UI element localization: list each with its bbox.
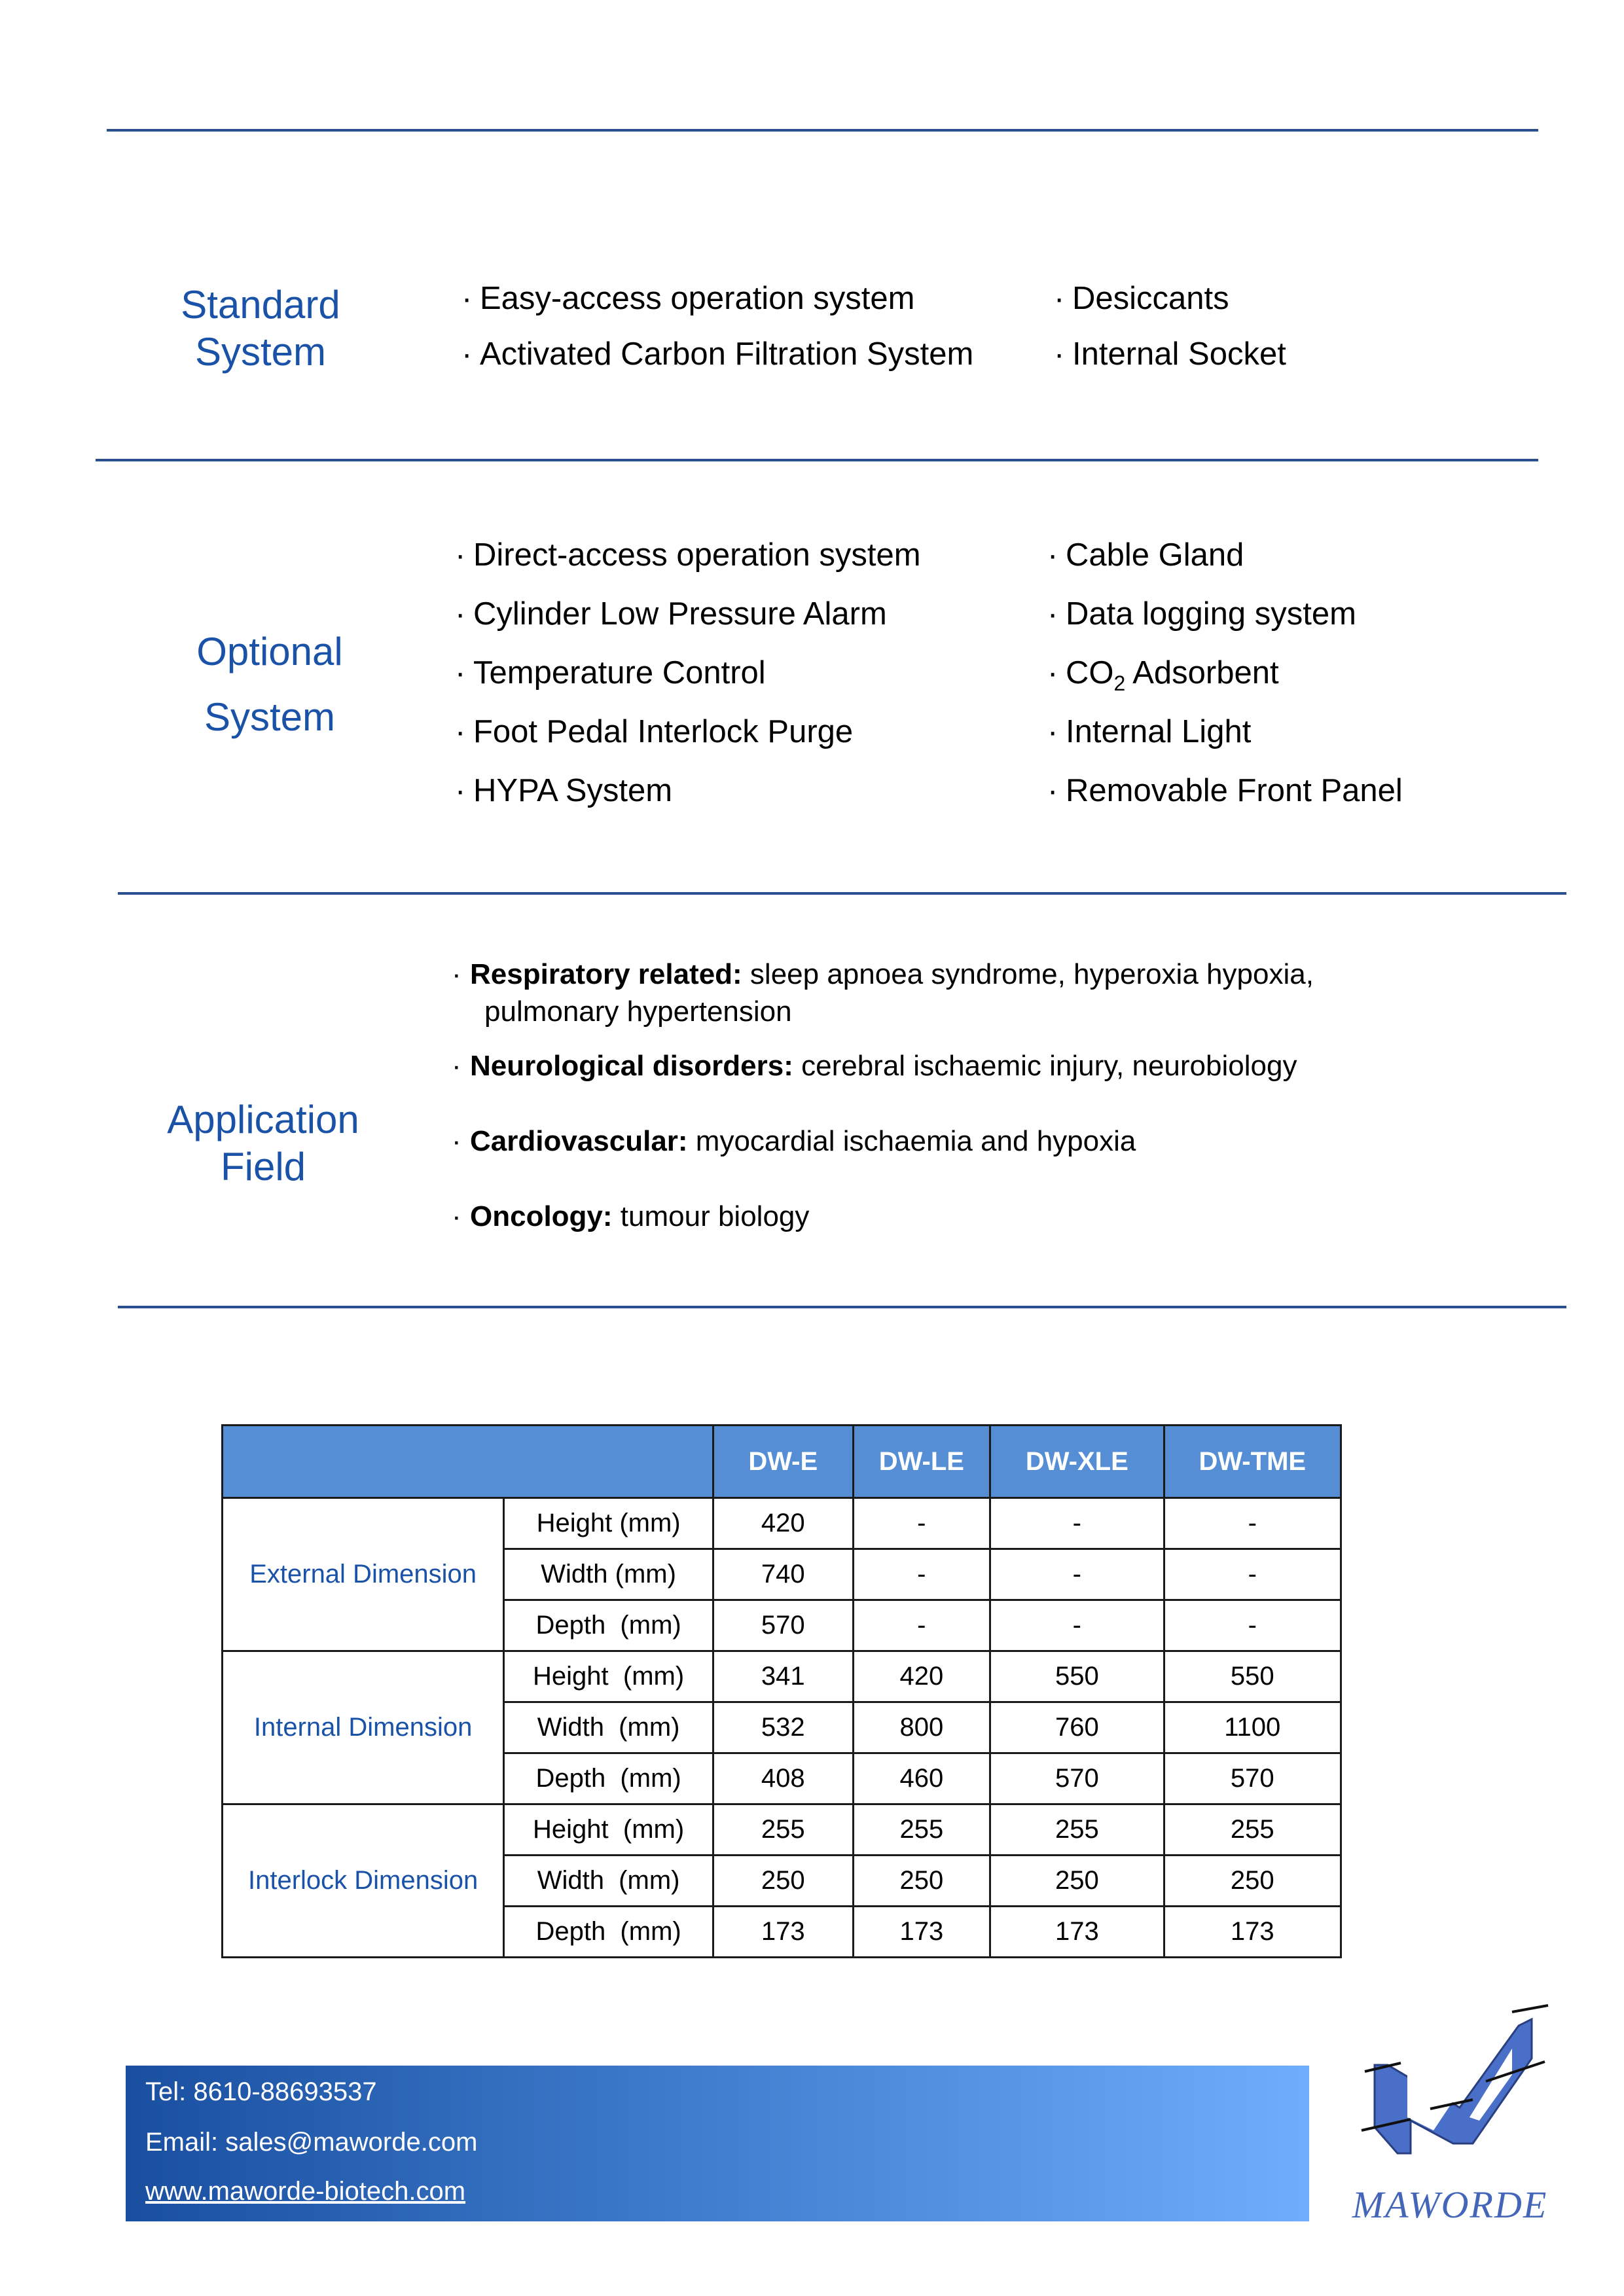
- divider-standard-optional: [96, 459, 1538, 461]
- list-item: [461, 334, 973, 393]
- row-label-cell: Depth (mm): [504, 1907, 713, 1958]
- row-label-cell: Depth (mm): [504, 1753, 713, 1804]
- column-header: DW-LE: [853, 1426, 990, 1498]
- value-cell: -: [853, 1498, 990, 1549]
- bullet-icon: ·: [455, 714, 466, 749]
- column-header: DW-XLE: [990, 1426, 1164, 1498]
- item-desc: myocardial ischaemia and hypoxia: [687, 1125, 1136, 1157]
- item-desc: tumour biology: [612, 1200, 810, 1232]
- value-cell: 173: [990, 1907, 1164, 1958]
- heading-line: Optional: [196, 630, 343, 673]
- value-cell: 255: [990, 1804, 1164, 1856]
- list-item: [1047, 594, 1403, 653]
- value-cell: 255: [713, 1804, 853, 1856]
- list-item-text: Cable Gland: [1066, 537, 1244, 573]
- list-item: [455, 535, 921, 594]
- value-cell: 250: [853, 1856, 990, 1907]
- heading-line: Application: [167, 1098, 359, 1141]
- value-cell: 800: [853, 1702, 990, 1753]
- standard-system-list-col1: [461, 279, 973, 393]
- item-desc-continued: pulmonary hypertension: [484, 996, 792, 1028]
- list-item: [1054, 334, 1286, 393]
- value-cell: 341: [713, 1651, 853, 1702]
- standard-system-heading: [143, 281, 378, 376]
- value-cell: 250: [1164, 1856, 1341, 1907]
- list-item-text: HYPA System: [473, 773, 673, 808]
- value-cell: 173: [713, 1907, 853, 1958]
- co2-subscript: 2: [1113, 671, 1126, 695]
- bullet-icon: ·: [455, 773, 466, 808]
- list-item-text: Desiccants: [1072, 281, 1229, 316]
- list-item: [1047, 535, 1403, 594]
- group-label-cell: Internal Dimension: [223, 1651, 504, 1804]
- list-item: [1047, 771, 1403, 830]
- header-blank-cell: [223, 1426, 713, 1498]
- list-item: [452, 1047, 1564, 1085]
- application-field-list: [452, 956, 1564, 1235]
- optional-system-list-col1: [455, 535, 921, 830]
- divider-optional-application: [118, 892, 1566, 895]
- value-cell: 173: [1164, 1907, 1341, 1958]
- list-item: [455, 771, 921, 830]
- value-cell: -: [1164, 1498, 1341, 1549]
- list-item: [455, 712, 921, 771]
- co2-prefix: CO: [1066, 655, 1114, 691]
- value-cell: 570: [990, 1753, 1164, 1804]
- item-term: Neurological disorders:: [470, 1050, 793, 1082]
- value-cell: 570: [713, 1600, 853, 1651]
- value-cell: 420: [713, 1498, 853, 1549]
- heading-line: System: [194, 330, 327, 374]
- row-label-cell: Height (mm): [504, 1651, 713, 1702]
- application-field-heading: [145, 1096, 381, 1191]
- heading-line: Standard: [181, 283, 340, 327]
- value-cell: 740: [713, 1549, 853, 1600]
- footer-website: [145, 2177, 465, 2206]
- group-label-cell: Interlock Dimension: [223, 1804, 504, 1958]
- row-label-cell: Width (mm): [504, 1549, 713, 1600]
- item-term: Cardiovascular:: [470, 1125, 688, 1157]
- bullet-icon: ·: [455, 596, 466, 632]
- list-item-text: Cylinder Low Pressure Alarm: [473, 596, 887, 632]
- bullet-icon: ·: [1047, 773, 1058, 808]
- list-item: [1054, 279, 1286, 338]
- table-row: [223, 1498, 1341, 1549]
- logo-wordmark: MAWORDE: [1352, 2183, 1548, 2226]
- value-cell: 250: [990, 1856, 1164, 1907]
- spec-table-body: [223, 1498, 1341, 1958]
- bullet-icon: ·: [452, 1050, 461, 1082]
- table-row: [223, 1804, 1341, 1856]
- list-item: [455, 653, 921, 712]
- row-label-cell: Height (mm): [504, 1498, 713, 1549]
- footer-contact-band: [126, 2066, 1309, 2221]
- bullet-icon: ·: [1047, 596, 1058, 632]
- row-label-cell: Width (mm): [504, 1856, 713, 1907]
- bullet-icon: ·: [452, 1125, 461, 1157]
- list-item-text: Direct-access operation system: [473, 537, 921, 573]
- list-item: [1047, 712, 1403, 771]
- bullet-icon: ·: [452, 1200, 461, 1232]
- bullet-icon: ·: [1054, 281, 1065, 316]
- item-term: Oncology:: [470, 1200, 613, 1232]
- optional-system-list-col2: [1047, 535, 1403, 830]
- row-label-cell: Height (mm): [504, 1804, 713, 1856]
- list-item: [1047, 653, 1403, 712]
- bullet-icon: ·: [452, 958, 461, 990]
- co2-adsorbent-text: [1066, 655, 1279, 695]
- bullet-icon: ·: [461, 281, 473, 316]
- heading-line: System: [204, 695, 336, 739]
- website-link[interactable]: www.maworde-biotech.com: [145, 2177, 466, 2206]
- bullet-icon: ·: [1054, 336, 1065, 372]
- list-item: [461, 279, 973, 338]
- list-item: [455, 594, 921, 653]
- list-item: [452, 956, 1564, 1030]
- bullet-icon: ·: [455, 655, 466, 691]
- co2-suffix: Adsorbent: [1125, 655, 1279, 691]
- bullet-icon: ·: [1047, 655, 1058, 691]
- list-item: [452, 1198, 1564, 1235]
- value-cell: 1100: [1164, 1702, 1341, 1753]
- value-cell: -: [853, 1549, 990, 1600]
- list-item-text: Temperature Control: [473, 655, 766, 691]
- value-cell: -: [990, 1549, 1164, 1600]
- divider-top: [107, 129, 1538, 132]
- footer-tel: Tel: 8610-88693537: [145, 2077, 377, 2106]
- footer-email: Email: sales@maworde.com: [145, 2128, 478, 2157]
- list-item-text: Easy-access operation system: [480, 281, 915, 316]
- item-term: Respiratory related:: [470, 958, 742, 990]
- value-cell: 255: [853, 1804, 990, 1856]
- value-cell: 760: [990, 1702, 1164, 1753]
- value-cell: -: [1164, 1600, 1341, 1651]
- value-cell: -: [853, 1600, 990, 1651]
- value-cell: -: [990, 1600, 1164, 1651]
- list-item-text: Internal Socket: [1072, 336, 1286, 372]
- bullet-icon: ·: [1047, 537, 1058, 573]
- item-desc: sleep apnoea syndrome, hyperoxia hypoxia,: [742, 958, 1314, 990]
- list-item-text: Removable Front Panel: [1066, 773, 1403, 808]
- standard-system-list-col2: [1054, 279, 1286, 393]
- divider-application-bottom: [118, 1306, 1566, 1308]
- value-cell: 570: [1164, 1753, 1341, 1804]
- value-cell: 550: [990, 1651, 1164, 1702]
- value-cell: 420: [853, 1651, 990, 1702]
- column-header: DW-TME: [1164, 1426, 1341, 1498]
- table-row: [223, 1651, 1341, 1702]
- optional-system-heading: [152, 628, 388, 741]
- list-item-text: Internal Light: [1066, 714, 1252, 749]
- value-cell: 173: [853, 1907, 990, 1958]
- bullet-icon: ·: [455, 537, 466, 573]
- value-cell: 460: [853, 1753, 990, 1804]
- value-cell: 408: [713, 1753, 853, 1804]
- list-item-text: Foot Pedal Interlock Purge: [473, 714, 854, 749]
- value-cell: -: [990, 1498, 1164, 1549]
- heading-line: Field: [220, 1145, 306, 1189]
- value-cell: 550: [1164, 1651, 1341, 1702]
- row-label-cell: Width (mm): [504, 1702, 713, 1753]
- spec-table: [221, 1424, 1342, 1958]
- list-item-text: Activated Carbon Filtration System: [480, 336, 974, 372]
- value-cell: -: [1164, 1549, 1341, 1600]
- value-cell: 255: [1164, 1804, 1341, 1856]
- value-cell: 250: [713, 1856, 853, 1907]
- list-item-text: Data logging system: [1066, 596, 1356, 632]
- group-label-cell: External Dimension: [223, 1498, 504, 1651]
- bullet-icon: ·: [461, 336, 473, 372]
- item-desc: cerebral ischaemic injury, neurobiology: [793, 1050, 1297, 1082]
- row-label-cell: Depth (mm): [504, 1600, 713, 1651]
- bullet-icon: ·: [1047, 714, 1058, 749]
- value-cell: 532: [713, 1702, 853, 1753]
- table-header-row: [223, 1426, 1341, 1498]
- column-header: DW-E: [713, 1426, 853, 1498]
- list-item: [452, 1122, 1564, 1160]
